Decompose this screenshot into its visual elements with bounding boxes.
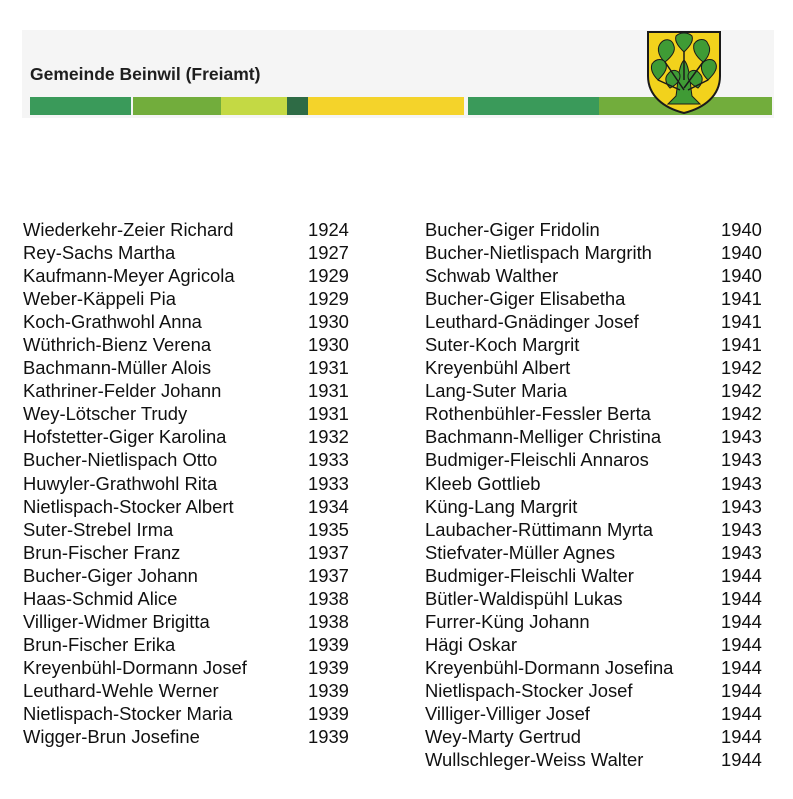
birth-year: 1944: [721, 749, 762, 771]
person-name: Brun-Fischer Erika: [23, 633, 176, 655]
birth-year: 1939: [308, 726, 349, 748]
birth-year: 1939: [308, 656, 349, 678]
person-name: Wey-Lötscher Trudy: [23, 403, 188, 425]
list-item: [425, 448, 770, 471]
birth-year: 1938: [308, 610, 349, 632]
person-name: Wey-Marty Gertrud: [425, 726, 582, 748]
person-name: Rey-Sachs Martha: [23, 242, 176, 264]
birth-year: 1930: [308, 334, 349, 356]
list-item: [23, 679, 353, 702]
list-item: [23, 333, 353, 356]
birth-year: 1941: [721, 311, 762, 333]
list-item: [425, 356, 770, 379]
person-name: Kreyenbühl-Dormann Josef: [23, 656, 247, 678]
birth-year: 1942: [721, 357, 762, 379]
birth-year: 1943: [721, 472, 762, 494]
person-name: Kathriner-Felder Johann: [23, 380, 222, 402]
list-item: [425, 425, 770, 448]
person-name: Wigger-Brun Josefine: [23, 726, 200, 748]
person-name: Bucher-Nietlispach Margrith: [425, 242, 652, 264]
stripe-segment: [30, 97, 131, 115]
person-name: Kaufmann-Meyer Agricola: [23, 265, 235, 287]
person-name: Wullschleger-Weiss Walter: [425, 749, 644, 771]
person-name: Bucher-Giger Johann: [23, 564, 198, 586]
list-item: [23, 725, 353, 748]
birth-year: 1927: [308, 242, 349, 264]
stripe-segment: [221, 97, 287, 115]
birth-year: 1937: [308, 541, 349, 563]
birth-year: 1944: [721, 679, 762, 701]
birth-year: 1943: [721, 518, 762, 540]
list-item: [425, 679, 770, 702]
left-name-list: [23, 218, 353, 748]
birth-year: 1934: [308, 495, 349, 517]
list-item: [425, 264, 770, 287]
person-name: Brun-Fischer Franz: [23, 541, 181, 563]
birth-year: 1939: [308, 633, 349, 655]
list-item: [425, 541, 770, 564]
birth-year: 1940: [721, 242, 762, 264]
birth-year: 1944: [721, 610, 762, 632]
person-name: Schwab Walther: [425, 265, 559, 287]
person-name: Suter-Koch Margrit: [425, 334, 580, 356]
list-item: [23, 541, 353, 564]
list-item: [23, 264, 353, 287]
birth-year: 1941: [721, 334, 762, 356]
list-item: [23, 402, 353, 425]
list-item: [23, 425, 353, 448]
person-name: Haas-Schmid Alice: [23, 587, 178, 609]
birth-year: 1944: [721, 726, 762, 748]
list-item: [425, 748, 770, 771]
birth-year: 1939: [308, 702, 349, 724]
list-item: [23, 287, 353, 310]
stripe-segment: [308, 97, 464, 115]
birth-year: 1940: [721, 265, 762, 287]
list-item: [425, 495, 770, 518]
person-name: Wüthrich-Bienz Verena: [23, 334, 212, 356]
stripe-segment: [468, 97, 599, 115]
person-name: Bachmann-Melliger Christina: [425, 426, 662, 448]
birth-year: 1943: [721, 495, 762, 517]
municipality-title: Gemeinde Beinwil (Freiamt): [30, 64, 261, 84]
person-name: Hofstetter-Giger Karolina: [23, 426, 227, 448]
birth-year: 1941: [721, 288, 762, 310]
list-item: [425, 518, 770, 541]
person-name: Bütler-Waldispühl Lukas: [425, 587, 623, 609]
list-item: [425, 241, 770, 264]
person-name: Leuthard-Gnädinger Josef: [425, 311, 639, 333]
list-item: [425, 287, 770, 310]
list-item: [23, 610, 353, 633]
birth-year: 1944: [721, 564, 762, 586]
list-item: [425, 564, 770, 587]
list-item: [425, 656, 770, 679]
list-item: [23, 218, 353, 241]
birth-year: 1942: [721, 380, 762, 402]
list-item: [23, 564, 353, 587]
birth-year: 1943: [721, 426, 762, 448]
list-item: [425, 333, 770, 356]
birth-year: 1944: [721, 656, 762, 678]
stripe-segment: [287, 97, 308, 115]
birth-year: 1933: [308, 472, 349, 494]
stripe-segment: [133, 97, 221, 115]
list-item: [23, 633, 353, 656]
person-name: Leuthard-Wehle Werner: [23, 679, 219, 701]
birth-year: 1944: [721, 702, 762, 724]
birth-year: 1944: [721, 633, 762, 655]
list-item: [425, 402, 770, 425]
person-name: Koch-Grathwohl Anna: [23, 311, 202, 333]
list-item: [23, 472, 353, 495]
birth-year: 1943: [721, 449, 762, 471]
list-item: [425, 610, 770, 633]
list-item: [23, 495, 353, 518]
list-item: [23, 448, 353, 471]
birth-year: 1942: [721, 403, 762, 425]
list-item: [23, 310, 353, 333]
person-name: Villiger-Villiger Josef: [425, 702, 590, 724]
birth-year: 1939: [308, 679, 349, 701]
person-name: Kleeb Gottlieb: [425, 472, 541, 494]
right-name-list: [425, 218, 770, 771]
list-item: [425, 725, 770, 748]
birth-year: 1935: [308, 518, 349, 540]
person-name: Küng-Lang Margrit: [425, 495, 578, 517]
birth-year: 1938: [308, 587, 349, 609]
person-name: Stiefvater-Müller Agnes: [425, 541, 616, 563]
birth-year: 1940: [721, 219, 762, 240]
birth-year: 1933: [308, 449, 349, 471]
list-item: [425, 379, 770, 402]
person-name: Lang-Suter Maria: [425, 380, 568, 402]
coat-of-arms-icon: [646, 30, 722, 114]
person-name: Nietlispach-Stocker Albert: [23, 495, 234, 517]
list-item: [23, 518, 353, 541]
list-item: [23, 656, 353, 679]
person-name: Weber-Käppeli Pia: [23, 288, 176, 310]
birth-year: 1944: [721, 587, 762, 609]
list-item: [425, 702, 770, 725]
person-name: Bucher-Nietlispach Otto: [23, 449, 218, 471]
person-name: Kreyenbühl-Dormann Josefina: [425, 656, 674, 678]
list-item: [23, 702, 353, 725]
person-name: Kreyenbühl Albert: [425, 357, 571, 379]
list-item: [23, 356, 353, 379]
person-name: Laubacher-Rüttimann Myrta: [425, 518, 653, 540]
person-name: Rothenbühler-Fessler Berta: [425, 403, 651, 425]
birth-year: 1931: [308, 403, 349, 425]
birth-year: 1924: [308, 219, 349, 240]
person-name: Furrer-Küng Johann: [425, 610, 590, 632]
person-name: Huwyler-Grathwohl Rita: [23, 472, 218, 494]
birth-year: 1931: [308, 357, 349, 379]
list-item: [425, 472, 770, 495]
birth-year: 1929: [308, 288, 349, 310]
birth-year: 1943: [721, 541, 762, 563]
birth-year: 1931: [308, 380, 349, 402]
birth-year: 1932: [308, 426, 349, 448]
person-name: Wiederkehr-Zeier Richard: [23, 219, 234, 240]
list-item: [23, 587, 353, 610]
person-name: Bucher-Giger Fridolin: [425, 219, 600, 240]
list-item: [425, 310, 770, 333]
list-item: [425, 633, 770, 656]
birth-year: 1937: [308, 564, 349, 586]
person-name: Budmiger-Fleischli Annaros: [425, 449, 649, 471]
birth-year: 1930: [308, 311, 349, 333]
list-item: [23, 241, 353, 264]
person-name: Nietlispach-Stocker Josef: [425, 679, 633, 701]
person-name: Nietlispach-Stocker Maria: [23, 702, 233, 724]
birth-year: 1929: [308, 265, 349, 287]
list-item: [425, 587, 770, 610]
person-name: Bucher-Giger Elisabetha: [425, 288, 626, 310]
list-item: [23, 379, 353, 402]
person-name: Budmiger-Fleischli Walter: [425, 564, 634, 586]
person-name: Suter-Strebel Irma: [23, 518, 174, 540]
person-name: Hägi Oskar: [425, 633, 517, 655]
list-item: [425, 218, 770, 241]
person-name: Bachmann-Müller Alois: [23, 357, 212, 379]
person-name: Villiger-Widmer Brigitta: [23, 610, 210, 632]
